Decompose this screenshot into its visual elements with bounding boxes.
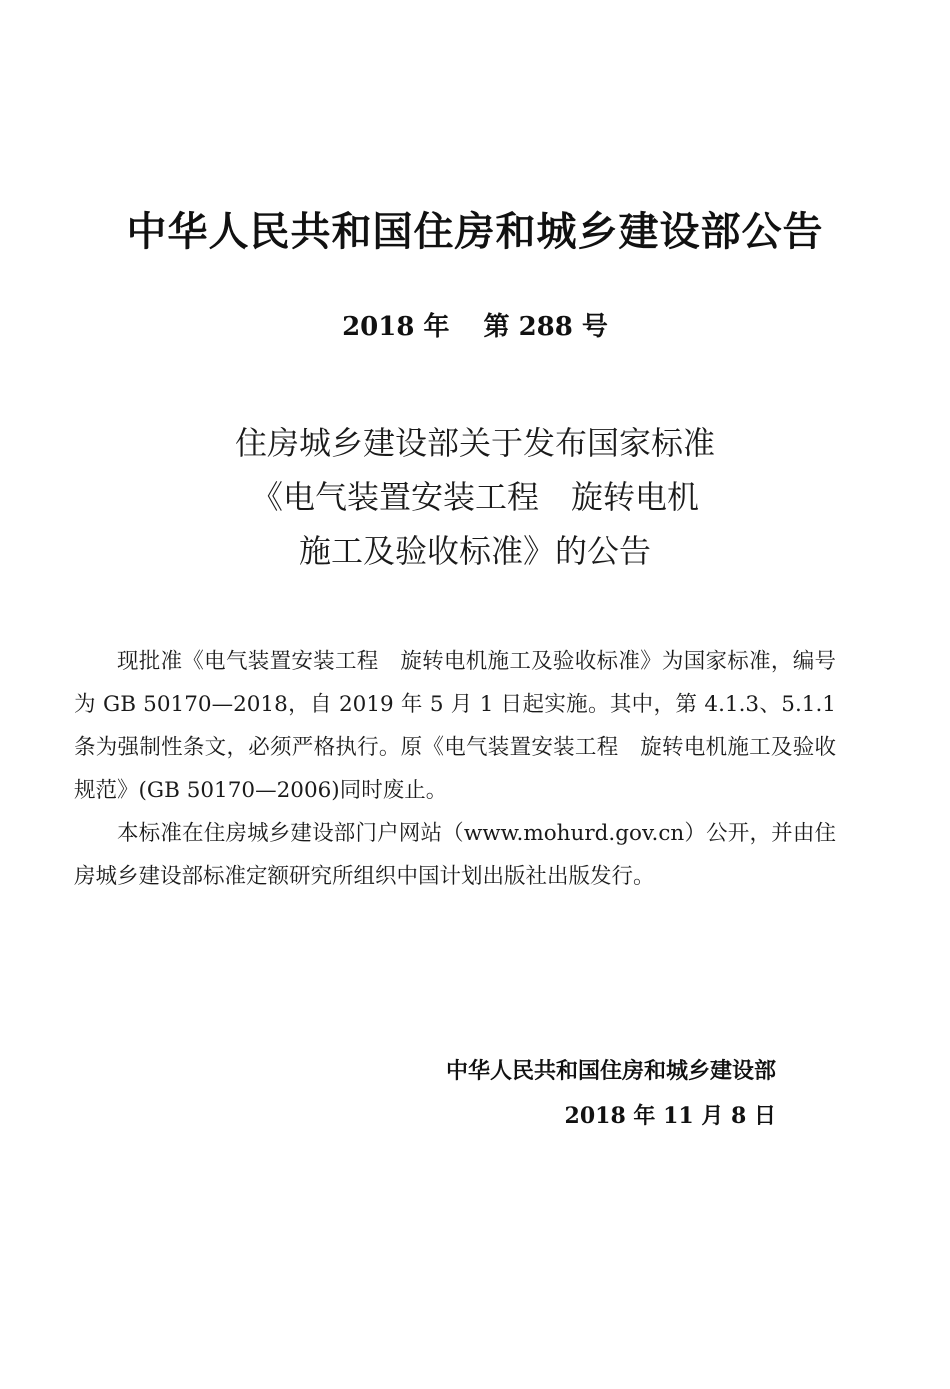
agency-announcement-title: 中华人民共和国住房和城乡建设部公告 bbox=[126, 209, 824, 255]
signature-block bbox=[446, 1050, 776, 1138]
notice-title-line-1: 住房城乡建设部关于发布国家标准 bbox=[234, 424, 715, 462]
notice-title-line-3: 施工及验收标准》的公告 bbox=[298, 532, 651, 570]
notice-title bbox=[0, 416, 950, 578]
issue-year: 2018 年 bbox=[342, 312, 450, 342]
issue-date: 2018 年 11 月 8 日 bbox=[564, 1103, 776, 1129]
body-paragraph-publication: 本标准在住房城乡建设部门户网站（www.mohurd.gov.cn）公开，并由住房城乡建设部标准定额研究所组织中国计划出版社出版发行。 bbox=[74, 821, 836, 889]
notice-title-line-2: 《电气装置安装工程 旋转电机 bbox=[250, 478, 699, 516]
body-paragraph-approval: 现批准《电气装置安装工程 旋转电机施工及验收标准》为国家标准，编号为 GB 50170—2018，自 2019 年 5 月 1 日起实施。其中，第 4.1.3、5.1.1 条为强制性条文，必须严格执行。原《电气装置安装工程 旋转电机施工及验收规范》(GB 50170—2006)同时废止。 bbox=[74, 649, 843, 803]
issue-no: 第 288 号 bbox=[483, 312, 608, 342]
notice-body bbox=[74, 640, 843, 898]
issue-number bbox=[0, 306, 950, 343]
issuer-name: 中华人民共和国住房和城乡建设部 bbox=[445, 1059, 776, 1084]
